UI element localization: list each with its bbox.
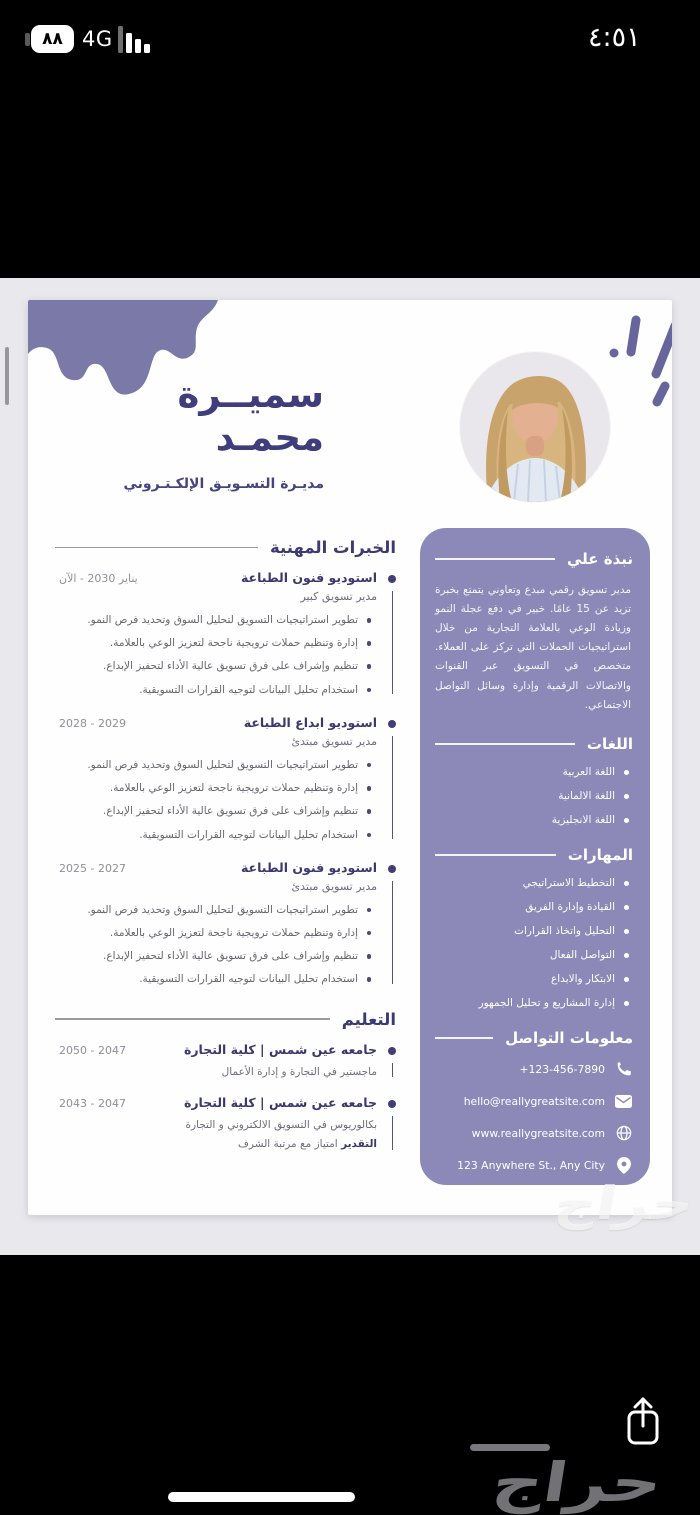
contact-row-email <box>435 1092 633 1111</box>
degree-text: بكالوريوس في التسويق الالكتروني و التجارة <box>185 1119 377 1131</box>
network-type-label: 4G <box>82 27 113 51</box>
bullet-item: استخدام تحليل البيانات لتوجيه القرارات التسويقية. <box>55 683 371 698</box>
bullet-item: تطوير استراتيجيات التسويق لتحليل السوق وتحديد فرص النمو. <box>55 903 371 918</box>
education-section-header <box>55 1010 396 1029</box>
skill-item: الابتكار والابداع <box>435 973 629 985</box>
skills-heading: المهارات <box>567 845 633 864</box>
role-title: مدير تسويق كبير <box>300 590 377 603</box>
entry-date: 2025 - 2027 <box>59 861 126 875</box>
experience-entry <box>55 860 396 988</box>
language-item: اللغة الالمانية <box>435 790 629 802</box>
job-bullet-list <box>55 758 377 843</box>
home-indicator[interactable] <box>168 1492 355 1502</box>
profile-photo <box>460 352 610 502</box>
status-bar <box>0 0 700 278</box>
experience-education-column <box>55 538 396 1171</box>
battery-cap-icon <box>25 33 30 46</box>
website-url: www.reallygreatsite.com <box>471 1126 605 1140</box>
timeline-dot-icon <box>388 1047 396 1055</box>
contact-section-header <box>435 1029 633 1047</box>
email-address: hello@reallygreatsite.com <box>463 1094 605 1108</box>
entry-date: 2043 - 2047 <box>59 1097 126 1110</box>
heading-rule <box>55 1018 330 1020</box>
skill-item: القيادة وإدارة الفريق <box>435 901 629 913</box>
experience-section-header <box>55 538 396 557</box>
watermark-logo-text: حراج <box>488 1451 667 1514</box>
bullet-item: تطوير استراتيجيات التسويق لتحليل السوق وتحديد فرص النمو. <box>55 758 371 773</box>
phone-icon <box>614 1060 633 1079</box>
skill-item: التخطيط الاستراتيجي <box>435 877 629 889</box>
battery-icon <box>31 25 74 53</box>
company-name: استوديو فنون الطباعة <box>240 859 377 875</box>
timeline-line <box>392 1063 394 1077</box>
bullet-item: تنظيم وإشراف على فرق تسويق عالية الأداء لتحفيز الإبداع. <box>55 659 371 674</box>
bullet-item: إدارة وتنظيم حملات ترويجية ناجحة لتعزيز الوعي بالعلامة. <box>55 926 371 941</box>
globe-icon <box>614 1124 633 1143</box>
grade-text: امتياز مع مرتبة الشرف <box>238 1138 342 1151</box>
role-title: مدير تسويق مبتدئ <box>291 879 377 893</box>
entry-date: 2028 - 2029 <box>59 716 126 730</box>
timeline-line <box>392 1116 394 1150</box>
timeline-line <box>392 736 394 839</box>
heading-rule <box>435 854 556 856</box>
person-name: سميــرة محمـد <box>177 373 324 459</box>
languages-heading: اللغات <box>586 734 633 753</box>
heading-rule <box>435 1037 493 1039</box>
header-name-block <box>76 374 324 492</box>
about-section-header <box>435 550 633 568</box>
bullet-item: إدارة وتنظيم حملات ترويجية ناجحة لتعزيز الوعي بالعلامة. <box>55 636 371 651</box>
skills-list <box>435 877 633 1009</box>
company-name: استوديو ابداع الطباعة <box>243 714 377 730</box>
heading-rule <box>435 743 575 745</box>
job-bullet-list <box>55 613 377 698</box>
education-heading: التعليم <box>341 1009 396 1029</box>
entry-date: 2050 - 2047 <box>59 1043 126 1057</box>
experience-heading: الخبرات المهنية <box>269 538 396 557</box>
contact-row-address <box>435 1156 633 1175</box>
school-name: جامعه عين شمس | كلية التجارة <box>183 1041 377 1057</box>
timeline-dot-icon <box>388 720 396 728</box>
timeline-line <box>392 591 394 694</box>
school-name: جامعه عين شمس | كلية التجارة <box>183 1095 377 1110</box>
timeline-dot-icon <box>388 865 396 873</box>
languages-list <box>435 766 633 826</box>
timeline-dot-icon <box>388 575 396 583</box>
education-entry <box>55 1095 396 1154</box>
bullet-item: تنظيم وإشراف على فرق تسويق عالية الأداء لتحفيز الإبداع. <box>55 949 371 964</box>
bullet-item: استخدام تحليل البيانات لتوجيه القرارات التسويقية. <box>55 828 371 843</box>
timeline-line <box>392 881 394 984</box>
grade-line <box>55 1135 377 1153</box>
experience-entry <box>55 570 396 698</box>
resume-sidebar <box>420 528 650 1185</box>
languages-section-header <box>435 735 633 753</box>
bullet-item: استخدام تحليل البيانات لتوجيه القرارات التسويقية. <box>55 972 371 987</box>
scrollbar[interactable] <box>5 347 9 405</box>
heading-rule <box>55 547 258 549</box>
document-viewer <box>0 278 700 1255</box>
job-bullet-list <box>55 903 377 988</box>
role-title: مدير تسويق مبتدئ <box>291 734 377 748</box>
contact-row-website <box>435 1124 633 1143</box>
resume-page <box>28 300 672 1215</box>
skills-section-header <box>435 846 633 864</box>
language-item: اللغة الانجليزية <box>435 814 629 826</box>
contact-heading: معلومات التواصل <box>505 1028 633 1047</box>
skill-item: التواصل الفعال <box>435 949 629 961</box>
clock-time: ٤:٥١ <box>588 22 641 53</box>
person-job-title: مديـرة التسـويـق الإلكـتـروني <box>123 476 324 493</box>
about-heading: نبذة علي <box>566 550 633 568</box>
about-paragraph: مدير تسويق رقمي مبدع وتعاوني يتمتع بخبرة تزيد عن 15 عامًا. خبير في دفع عجلة النمو وزيادة الوعي بالعلامة التجارية من خلال استراتيجيات الحملات التي تركز على العملاء. متخصص في التسويق عبر القنوات والاتصالات الرقمية وإدارة وسائل التواصل الاجتماعي. <box>435 584 631 711</box>
watermark-light: حراج <box>550 1176 699 1230</box>
share-icon[interactable] <box>624 1395 662 1451</box>
contact-row-phone <box>435 1060 633 1079</box>
phone-number: +123-456-7890 <box>519 1062 605 1076</box>
degree-text: ماجستير في التجارة و إدارة الأعمال <box>221 1065 377 1078</box>
battery-level: ٨٨ <box>42 29 63 49</box>
heading-rule <box>435 558 555 560</box>
watermark-logo-dash <box>470 1444 550 1451</box>
street-address: 123 Anywhere St., Any City <box>457 1158 605 1172</box>
bullet-item: إدارة وتنظيم حملات ترويجية ناجحة لتعزيز الوعي بالعلامة. <box>55 781 371 796</box>
bullet-item: تنظيم وإشراف على فرق تسويق عالية الأداء لتحفيز الإبداع. <box>55 804 371 819</box>
company-name: استوديو فنون الطباعة <box>240 570 377 585</box>
location-icon <box>614 1156 633 1175</box>
education-entry <box>55 1042 396 1081</box>
signal-bars-icon <box>118 26 158 53</box>
skill-item: التحليل واتخاذ القرارات <box>435 925 629 937</box>
timeline-dot-icon <box>388 1100 396 1108</box>
language-item: اللغة العربية <box>435 766 629 778</box>
entry-date: يناير 2030 - الآن <box>59 572 138 585</box>
experience-entry <box>55 715 396 843</box>
skill-item: إدارة المشاريع و تحليل الجمهور <box>435 997 629 1009</box>
bullet-item: تطوير استراتيجيات التسويق لتحليل السوق وتحديد فرص النمو. <box>55 613 371 628</box>
email-icon <box>614 1092 633 1111</box>
grade-label: التقدير <box>341 1138 377 1151</box>
bottom-bar <box>0 1255 700 1515</box>
